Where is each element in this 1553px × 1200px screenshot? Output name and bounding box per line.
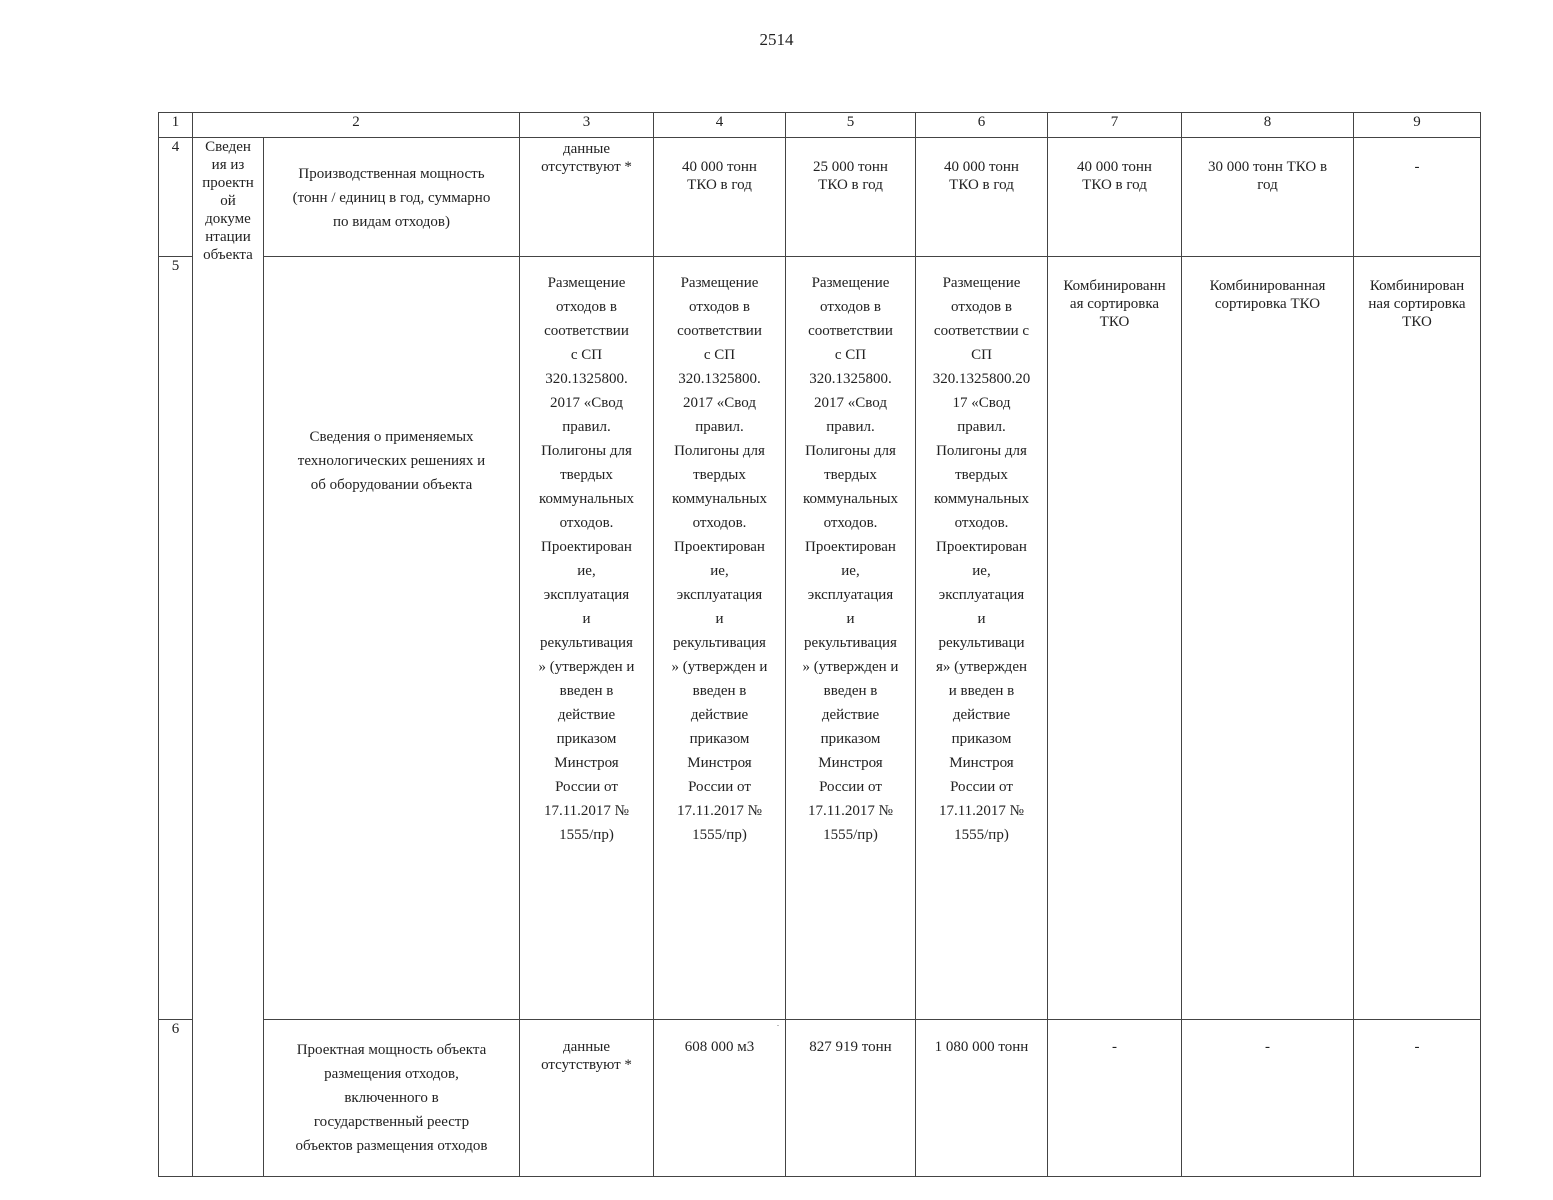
group-label: Сведен ия из проектн ой докуме нтации объекта [193,138,264,1177]
cell-col-5: 25 000 тонн ТКО в год [786,138,916,257]
header-col-8: 8 [1182,113,1354,138]
header-col-6: 6 [916,113,1048,138]
cell-col-7: 40 000 тонн ТКО в год [1048,138,1182,257]
header-col-3: 3 [520,113,654,138]
header-col-2: 2 [193,113,520,138]
data-table [158,112,1481,1177]
header-col-5: 5 [786,113,916,138]
header-row [159,113,1481,138]
header-col-9: 9 [1354,113,1481,138]
row-description: Сведения о применяемых технологических решениях и об оборудовании объекта [264,257,520,1020]
scan-artifact [777,1025,779,1026]
row-description: Производственная мощность (тонн / единиц в год, суммарно по видам отходов) [264,138,520,257]
cell-col-6: 1 080 000 тонн [916,1020,1048,1177]
cell-col-3: данные отсутствуют * [520,138,654,257]
header-col-1: 1 [159,113,193,138]
row-number: 5 [159,257,193,1020]
table-row [159,257,1481,1020]
cell-col-7: - [1048,1020,1182,1177]
cell-col-9: - [1354,138,1481,257]
cell-col-5: 827 919 тонн [786,1020,916,1177]
cell-col-3: данные отсутствуют * [520,1020,654,1177]
cell-col-8: - [1182,1020,1354,1177]
row-number: 4 [159,138,193,257]
cell-col-9: Комбинирован ная сортировка ТКО [1354,257,1481,1020]
cell-col-8: Комбинированная сортировка ТКО [1182,257,1354,1020]
header-col-7: 7 [1048,113,1182,138]
cell-col-4: 40 000 тонн ТКО в год [654,138,786,257]
row-description: Проектная мощность объекта размещения отходов, включенного в государственный реестр объектов размещения отходов [264,1020,520,1177]
cell-col-4: 608 000 м3 [654,1020,786,1177]
cell-col-8: 30 000 тонн ТКО в год [1182,138,1354,257]
cell-col-4: Размещение отходов в соответствии с СП 320.1325800. 2017 «Свод правил. Полигоны для твердых коммунальных отходов. Проектирован ие, эксплуатация и рекультивация » (утвержден и введен в действие приказом Минстроя России от 17.11.2017 № 1555/пр) [654,257,786,1020]
cell-col-3: Размещение отходов в соответствии с СП 320.1325800. 2017 «Свод правил. Полигоны для твердых коммунальных отходов. Проектирован ие, эксплуатация и рекультивация » (утвержден и введен в действие приказом Минстроя России от 17.11.2017 № 1555/пр) [520,257,654,1020]
table-row [159,1020,1481,1177]
header-col-4: 4 [654,113,786,138]
cell-col-6: 40 000 тонн ТКО в год [916,138,1048,257]
cell-col-9: - [1354,1020,1481,1177]
cell-col-5: Размещение отходов в соответствии с СП 320.1325800. 2017 «Свод правил. Полигоны для твердых коммунальных отходов. Проектирован ие, эксплуатация и рекультивация » (утвержден и введен в действие приказом Минстроя России от 17.11.2017 № 1555/пр) [786,257,916,1020]
table-row [159,138,1481,257]
row-number: 6 [159,1020,193,1177]
page-number: 2514 [759,30,794,49]
cell-col-6: Размещение отходов в соответствии с СП 320.1325800.20 17 «Свод правил. Полигоны для твердых коммунальных отходов. Проектирован ие, эксплуатация и рекультиваци я» (утвержден и введен в действие приказом Минстроя России от 17.11.2017 № 1555/пр) [916,257,1048,1020]
cell-col-7: Комбинированн ая сортировка ТКО [1048,257,1182,1020]
